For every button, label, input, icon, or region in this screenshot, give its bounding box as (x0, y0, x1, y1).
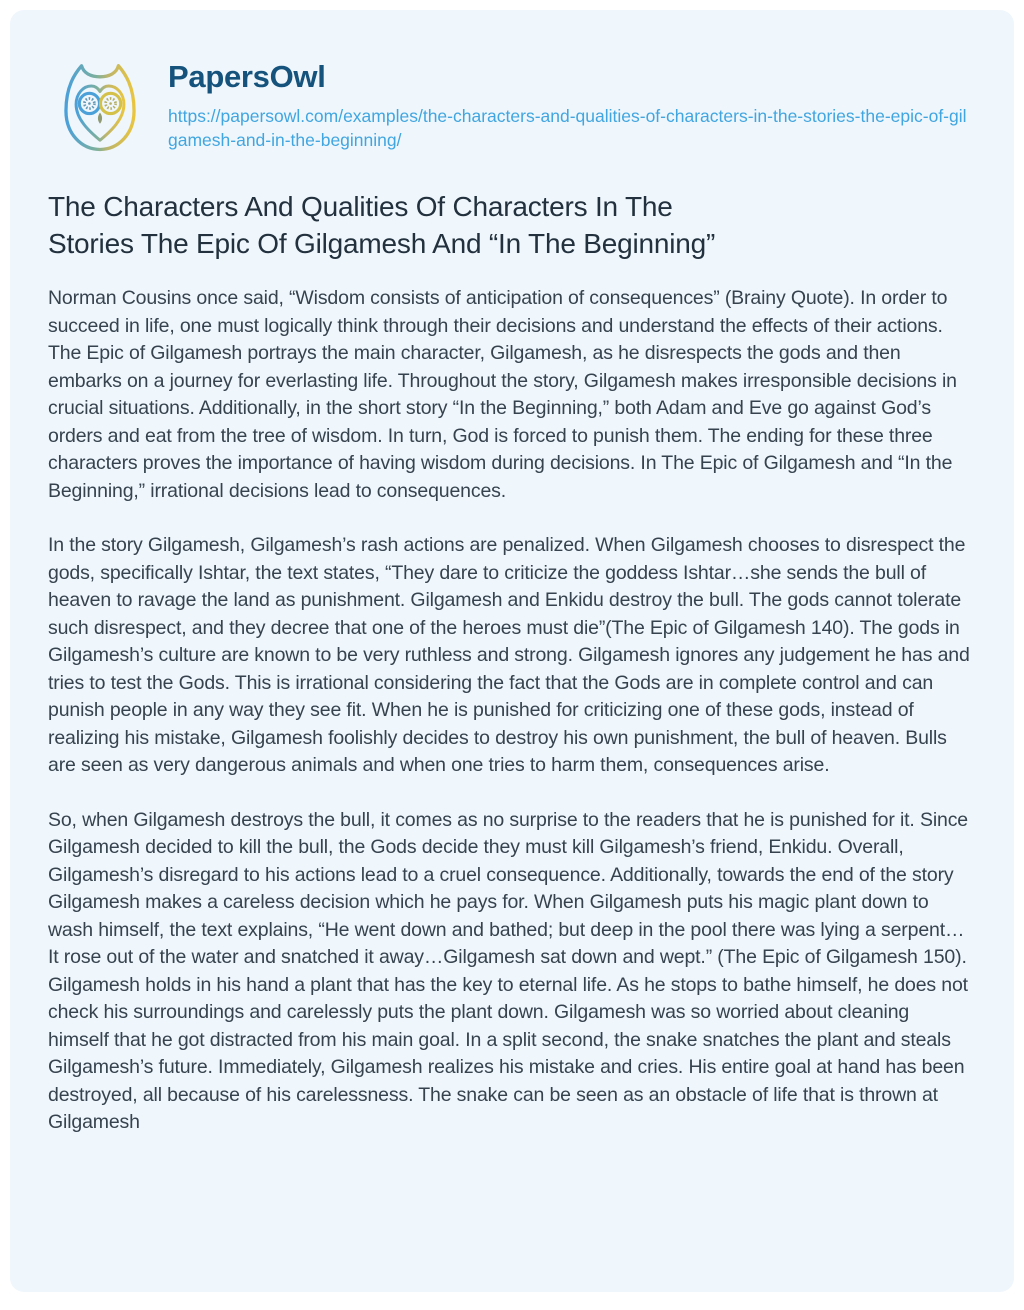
paragraph-3: So, when Gilgamesh destroys the bull, it comes as no surprise to the readers that he is punished for it. Since Gilgamesh decided to kill the bull, the Gods decide they must kill Gilgamesh’s friend, Enkidu. Overall, Gilgamesh’s disregard to his actions lead to a cruel consequence. Additionally, towards the end of the story Gilgamesh makes a careless decision which he pays for. When Gilgamesh puts his magic plant down to wash himself, the text explains, “He went down and bathed; but deep in the pool there was lying a serpent…It rose out of the water and snatched it away…Gilgamesh sat down and wept.” (The Epic of Gilgamesh 150). Gilgamesh holds in his hand a plant that has the key to eternal life. As he stops to bathe himself, he does not check his surroundings and carelessly puts the plant down. Gilgamesh was so worried about cleaning himself that he got distracted from his main goal. In a split second, the snake snatches the plant and steals Gilgamesh’s future. Immediately, Gilgamesh realizes his mistake and cries. His entire goal at hand has been destroyed, all because of his carelessness. The snake can be seen as an obstacle of life that is thrown at Gilgamesh (48, 808, 968, 1133)
header (10, 10, 1014, 161)
paragraph-2: In the story Gilgamesh, Gilgamesh’s rash actions are penalized. When Gilgamesh chooses to disrespect the gods, specifically Ishtar, the text states, “They dare to criticize the goddess Ishtar…she sends the bull of heaven to ravage the land as punishment. Gilgamesh and Enkidu destroy the bull. The gods cannot tolerate such disrespect, and they decree that one of the heroes must die”(The Epic of Gilgamesh 140). The gods in Gilgamesh’s culture are known to be very ruthless and strong. Gilgamesh ignores any judgement he has and tries to test the Gods. This is irrational considering the fact that the Gods are in complete control and can punish people in any way they see fit. When he is punished for criticizing one of these gods, instead of realizing his mistake, Gilgamesh foolishly decides to destroy his own punishment, the bull of heaven. Bulls are seen as very dangerous animals and when one tries to harm them, consequences arise. (48, 534, 970, 776)
source-url-link[interactable]: https://papersowl.com/examples/the-characters-and-qualities-of-characters-in-the-stories-the-epic-of-gilgamesh-and-in-the-beginning/ (168, 105, 967, 150)
page-card (10, 10, 1014, 1292)
paragraph-1: Norman Cousins once said, “Wisdom consists of anticipation of consequences” (Brainy Quote). In order to succeed in life, one must logically think through their decisions and understand the effects of their actions. The Epic of Gilgamesh portrays the main character, Gilgamesh, as he disrespects the gods and then embarks on a journey for everlasting life. Throughout the story, Gilgamesh makes irresponsible decisions in crucial situations. Additionally, in the short story “In the Beginning,” both Adam and Eve go against God’s orders and eat from the tree of wisdom. In turn, God is forced to punish them. The ending for these three characters proves the importance of having wisdom during decisions. In The Epic of Gilgamesh and “In the Beginning,” irrational decisions lead to consequences. (48, 287, 957, 502)
papersowl-owl-logo (54, 57, 146, 161)
brand-name: PapersOwl (168, 59, 326, 94)
owl-icon (54, 57, 146, 161)
page-title: The Characters And Qualities Of Characters In The Stories The Epic Of Gilgamesh And “In The Beginning” (48, 191, 716, 259)
header-text (168, 57, 974, 152)
essay-body (48, 285, 972, 1137)
